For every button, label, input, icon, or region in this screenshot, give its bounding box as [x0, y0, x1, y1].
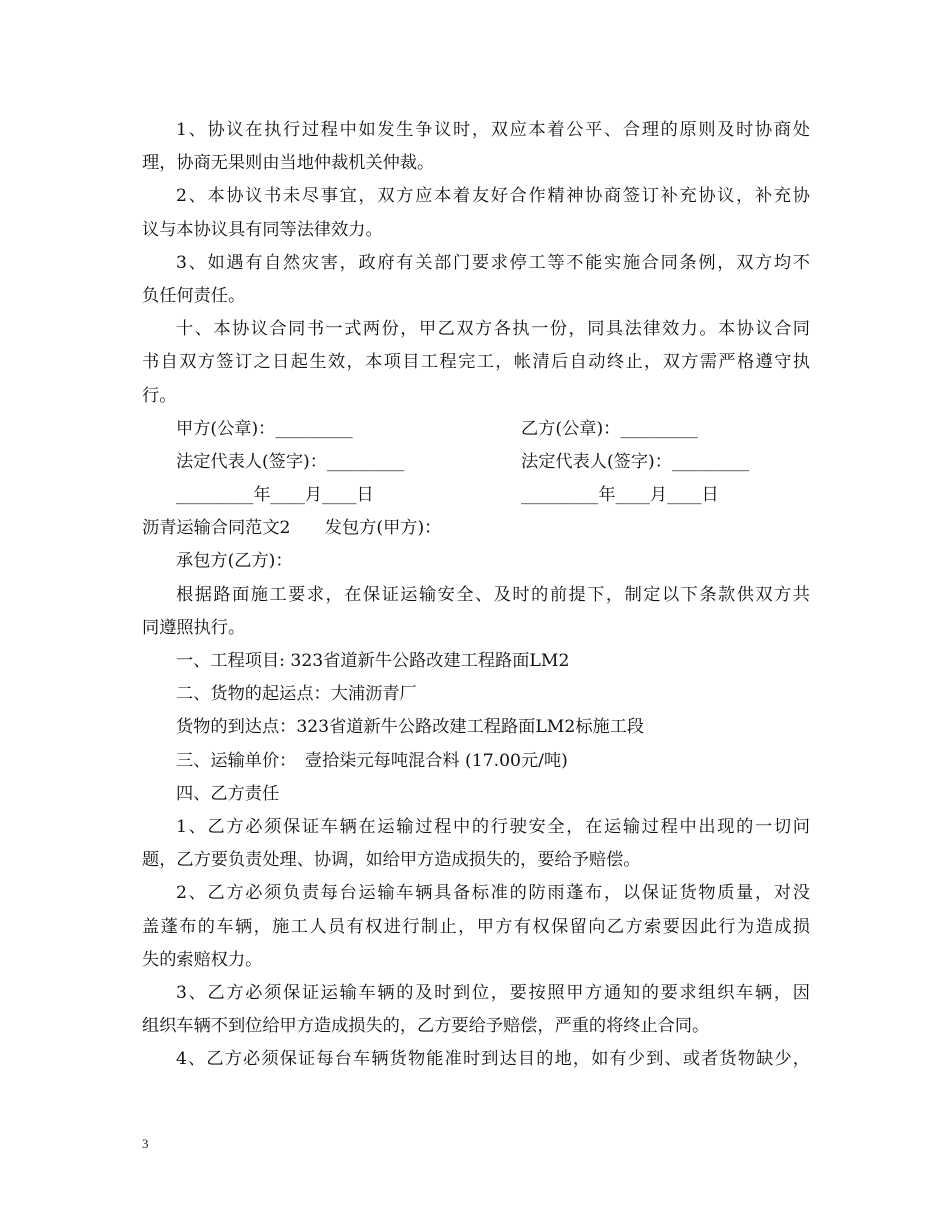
duty-clause-1	[142, 811, 810, 877]
duty-clause-4	[142, 1043, 810, 1076]
duty-clause-3	[142, 977, 810, 1043]
party-a-date: _________年____月____日	[176, 485, 374, 506]
intro-paragraph	[142, 579, 810, 645]
representative-row	[142, 446, 810, 479]
seal-row	[142, 413, 810, 446]
paragraph-line: 同遵照执行。	[142, 617, 246, 638]
paragraph-line: 根据路面施工要求，在保证运输安全、及时的前提下，制定以下条款供双方共	[176, 584, 810, 605]
paragraph-line: 2、乙方必须负责每台运输车辆具备标准的防雨蓬布，以保证货物质量，对没	[176, 883, 810, 904]
date-row	[142, 479, 810, 512]
paragraph-line: 负任何责任。	[142, 285, 246, 306]
force-majeure-clause	[142, 247, 810, 313]
destination-item: 货物的到达点：323省道新牛公路改建工程路面LM2标施工段	[176, 717, 645, 738]
paragraph-line: 4、乙方必须保证每台车辆货物能准时到达目的地，如有少到、或者货物缺少，	[176, 1049, 810, 1070]
party-b-seal: 乙方(公章)：_________	[521, 418, 698, 439]
party-b-representative: 法定代表人(签字)：_________	[521, 451, 750, 472]
paragraph-line: 失的索赔权力。	[142, 949, 263, 970]
signature-block	[142, 413, 810, 513]
page-number: 3	[142, 1136, 149, 1151]
paragraph-line: 盖蓬布的车辆，施工人员有权进行制止，甲方有权保留向乙方索要因此行为造成损	[142, 916, 810, 937]
dispute-clause	[142, 114, 810, 180]
party-b-duties-heading: 四、乙方责任	[176, 783, 280, 804]
party-a-representative: 法定代表人(签字)：_________	[176, 451, 405, 472]
paragraph-line: 2、本协议书未尽事宜，双方应本着友好合作精神协商签订补充协议，补充协	[176, 186, 810, 207]
paragraph-line: 书自双方签订之日起生效，本项目工程完工，帐清后自动终止，双方需严格遵守执	[142, 352, 810, 373]
copies-clause	[142, 313, 810, 413]
paragraph-line: 组织车辆不到位给甲方造成损失的，乙方要给予赔偿，严重的将终止合同。	[142, 1016, 710, 1037]
paragraph-line: 3、乙方必须保证运输车辆的及时到位，要按照甲方通知的要求组织车辆，因	[176, 982, 810, 1003]
paragraph-line: 1、协议在执行过程中如发生争议时，双应本着公平、合理的原则及时协商处	[176, 120, 810, 140]
duty-clause-2	[142, 877, 810, 977]
unit-price-item: 三、运输单价： 壹拾柒元每吨混合料 (17.00元/吨)	[176, 750, 568, 771]
paragraph-line: 3、如遇有自然灾害，政府有关部门要求停工等不能实施合同条例，双方均不	[176, 252, 810, 273]
paragraph-line: 1、乙方必须保证车辆在运输过程中的行驶安全，在运输过程中出现的一切问	[176, 816, 810, 837]
paragraph-line: 议与本协议具有同等法律效力。	[142, 219, 383, 240]
contractor-line: 承包方(乙方)：	[176, 551, 293, 572]
document-body	[142, 114, 810, 1076]
origin-item: 二、货物的起运点：大浦沥青厂	[176, 684, 417, 705]
supplement-clause	[142, 180, 810, 246]
contract-heading: 沥青运输合同范文2 发包方(甲方)：	[142, 518, 442, 539]
paragraph-line: 行。	[142, 385, 177, 406]
project-item: 一、工程项目: 323省道新牛公路改建工程路面LM2	[176, 651, 570, 671]
paragraph-line: 理，协商无果则由当地仲裁机关仲裁。	[142, 153, 435, 174]
party-a-seal: 甲方(公章)：_________	[176, 418, 353, 439]
paragraph-line: 题，乙方要负责处理、协调，如给甲方造成损失的，要给予赔偿。	[142, 850, 641, 871]
paragraph-line: 十、本协议合同书一式两份，甲乙双方各执一份，同具法律效力。本协议合同	[176, 319, 810, 340]
party-b-date: _________年____月____日	[521, 485, 719, 506]
